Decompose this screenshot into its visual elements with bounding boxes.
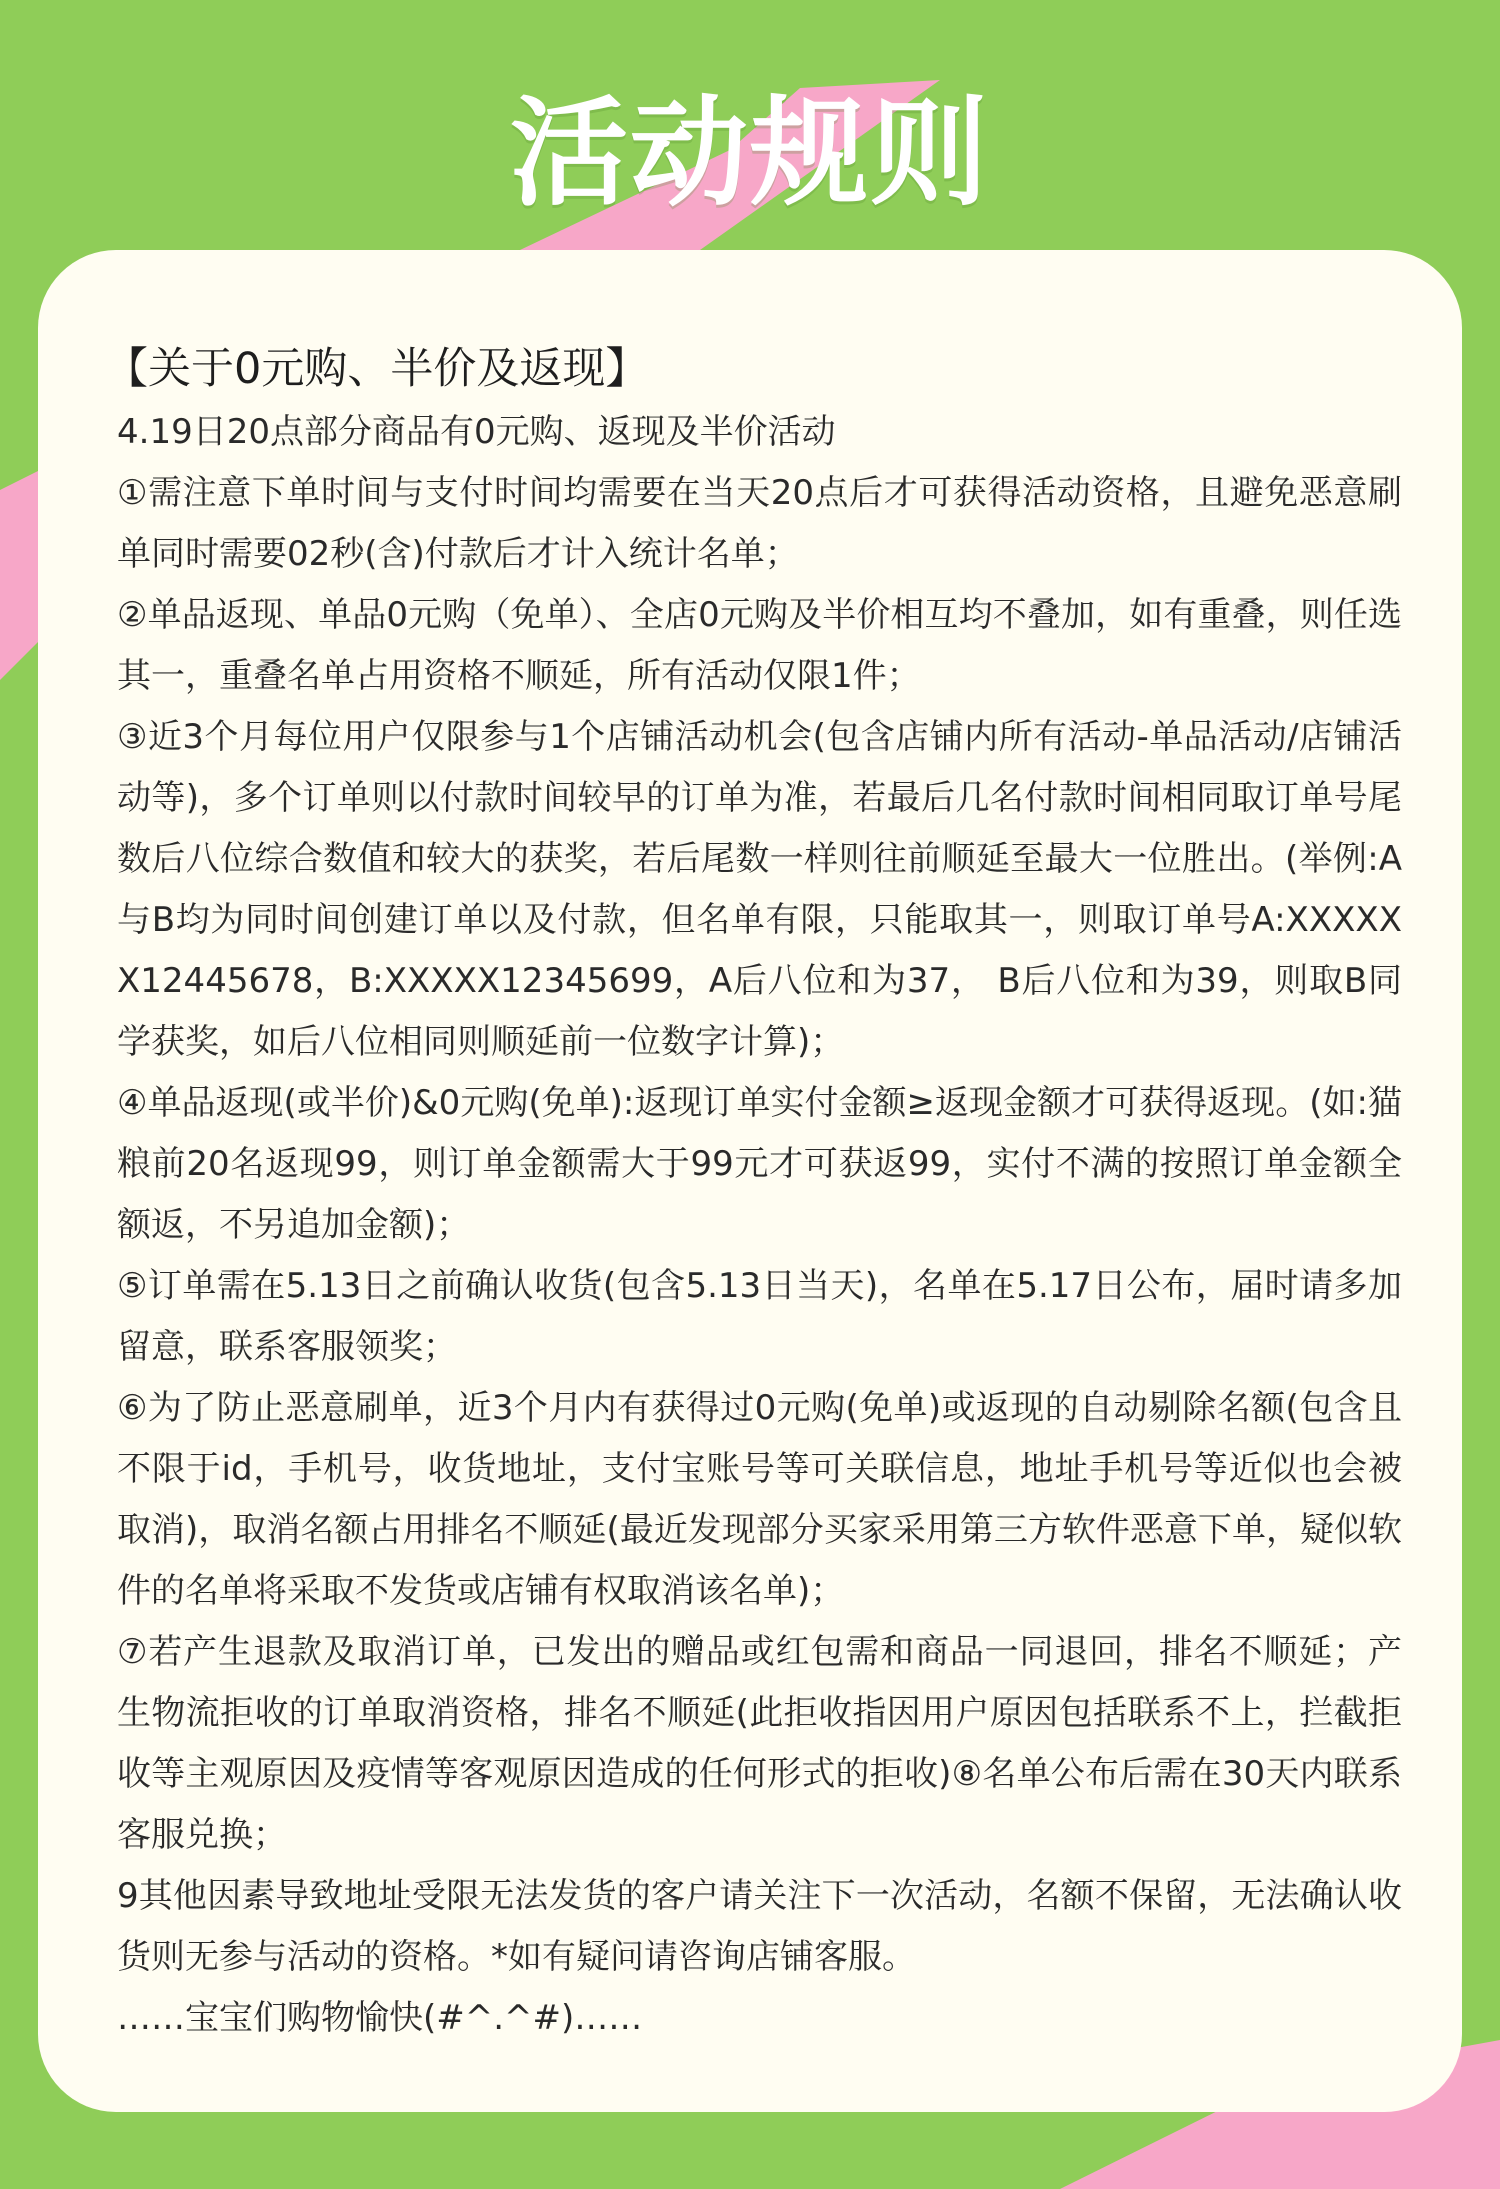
- intro-text: 4.19日20点部分商品有0元购、返现及半价活动: [117, 412, 836, 452]
- rule-item-7: ⑦若产生退款及取消订单，已发出的赠品或红包需和商品一同退回，排名不顺延；产生物流拒收的订单取消资格，排名不顺延(此拒收指因用户原因包括联系不上，拦截拒收等主观原因及疫情等客观原因造成的任何形式的拒收)⑧名单公布后需在30天内联系客服兑换；: [117, 1632, 1402, 1855]
- rule-item-6: ⑥为了防止恶意刷单，近3个月内有获得过0元购(免单)或返现的自动剔除名额(包含且不限于id，手机号，收货地址，支付宝账号等可关联信息，地址手机号等近似也会被取消)，取消名额占用排名不顺延(最近发现部分买家采用第三方软件恶意下单，疑似软件的名单将采取不发货或店铺有权取消该名单)；: [117, 1388, 1402, 1611]
- section-heading: 【关于0元购、半价及返现】: [105, 344, 649, 394]
- rules-content: [105, 338, 1402, 2049]
- closing-text: ……宝宝们购物愉快(#^.^#)……: [117, 1998, 643, 2038]
- rule-item-5: ⑤订单需在5.13日之前确认收货(包含5.13日当天)，名单在5.17日公布，届时请多加留意，联系客服领奖；: [117, 1266, 1402, 1367]
- rule-item-1: ①需注意下单时间与支付时间均需要在当天20点后才可获得活动资格，且避免恶意刷单同时需要02秒(含)付款后才计入统计名单；: [117, 473, 1402, 574]
- rule-item-4: ④单品返现(或半价)&0元购(免单):返现订单实付金额≥返现金额才可获得返现。(如:猫粮前20名返现99，则订单金额需大于99元才可获返99，实付不满的按照订单金额全额返，不另追加金额)；: [117, 1083, 1402, 1245]
- rule-item-2: ②单品返现、单品0元购（免单）、全店0元购及半价相互均不叠加，如有重叠，则任选其一，重叠名单占用资格不顺延，所有活动仅限1件；: [117, 595, 1402, 696]
- rule-item-3: ③近3个月每位用户仅限参与1个店铺活动机会(包含店铺内所有活动-单品活动/店铺活动等)，多个订单则以付款时间较早的订单为准，若最后几名付款时间相同取订单号尾数后八位综合数值和较大的获奖，若后尾数一样则往前顺延至最大一位胜出。(举例:A与B均为同时间创建订单以及付款，但名单有限，只能取其一，则取订单号A:XXXXXX12445678，B:XXXXX12345699，A后八位和为37， B后八位和为39，则取B同学获奖，如后八位相同则顺延前一位数字计算)；: [117, 717, 1402, 1062]
- page-title: 活动规则: [509, 84, 990, 222]
- rule-item-9: 9其他因素导致地址受限无法发货的客户请关注下一次活动，名额不保留，无法确认收货则无参与活动的资格。*如有疑问请咨询店铺客服。: [117, 1876, 1402, 1977]
